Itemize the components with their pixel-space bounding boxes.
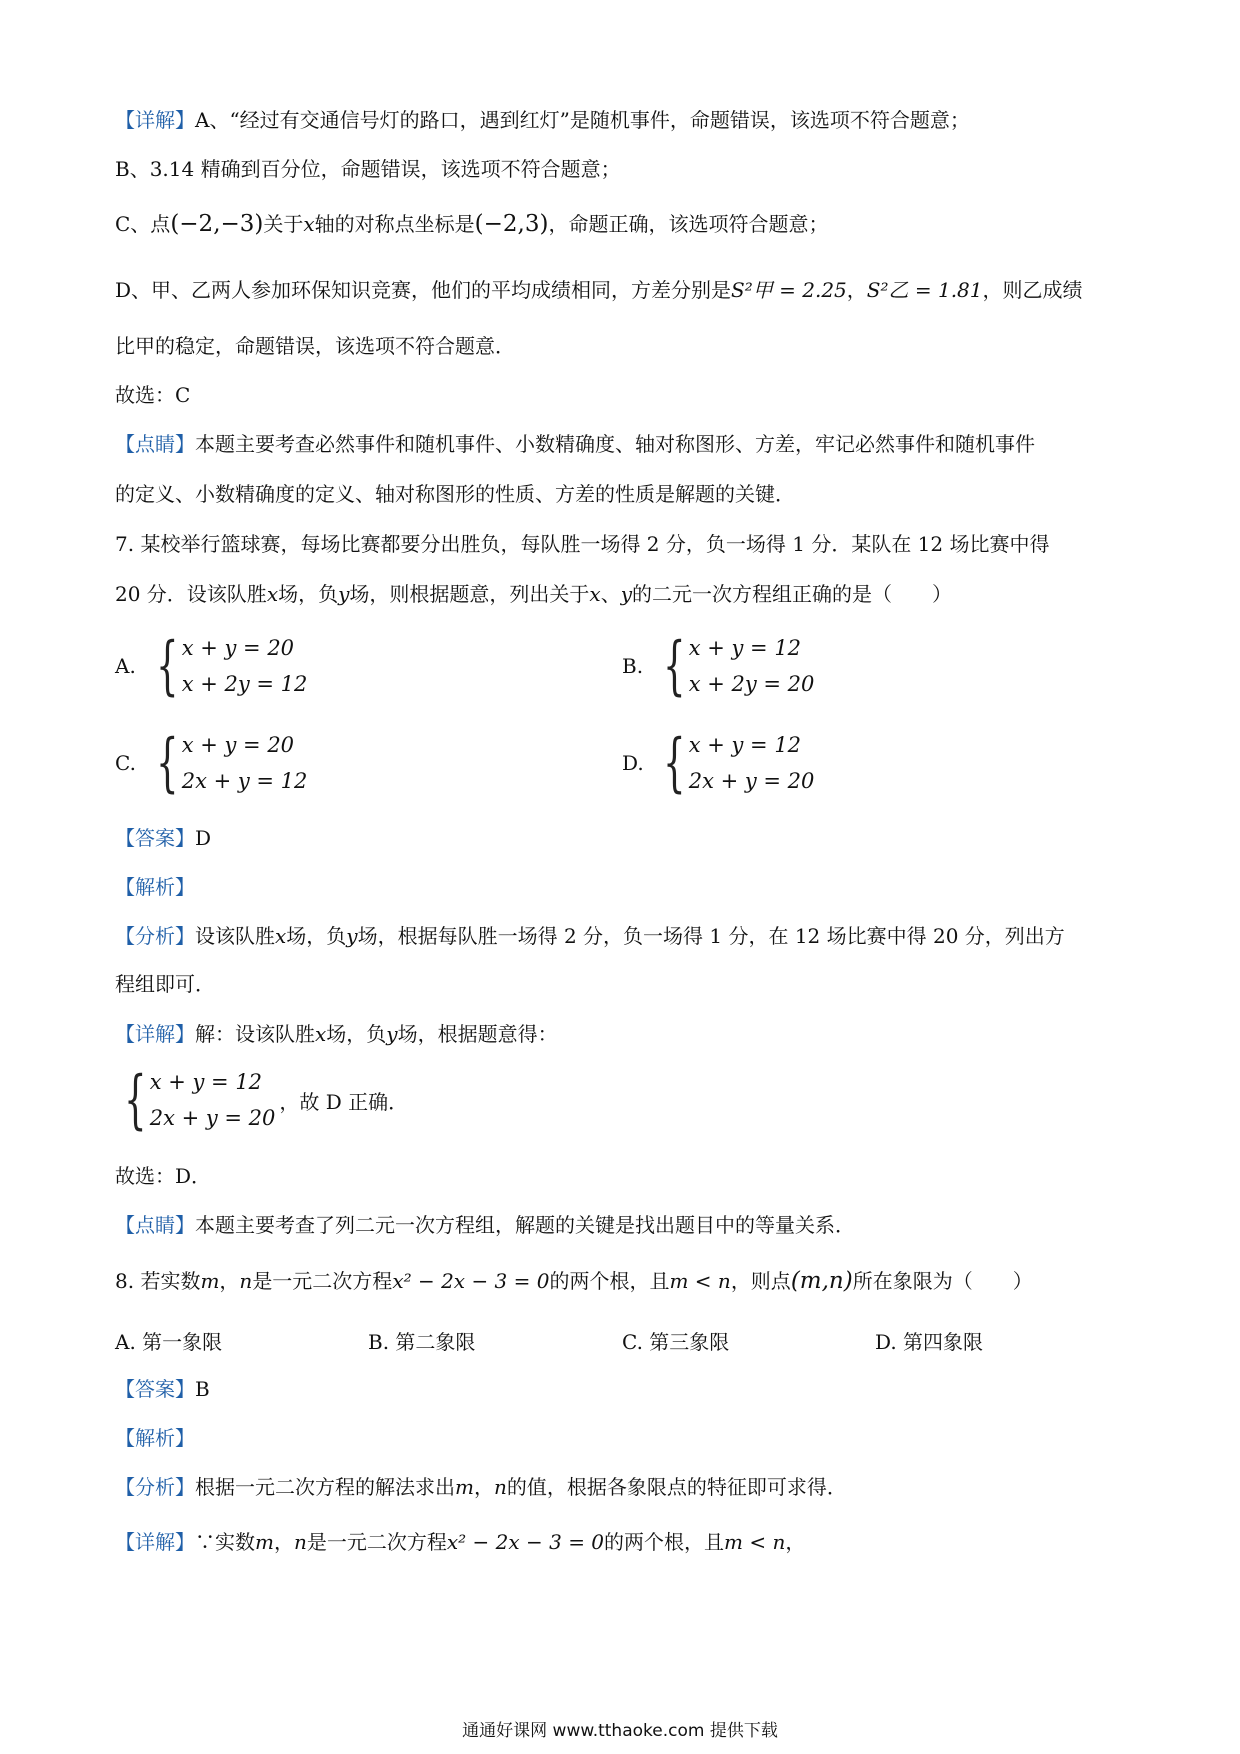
q6-detail-d: D、甲、乙两人参加环保知识竞赛，他们的平均成绩相同，方差分别是S²甲 = 2.25，S²乙 = 1.81，则乙成绩: [115, 278, 1083, 302]
q7-fenxi: 【分析】设该队胜x场，负y场，根据每队胜一场得 2 分，负一场得 1 分，在 12 场比赛中得 20 分，列出方: [115, 924, 1065, 948]
variance-jia: S²甲 = 2.25: [731, 278, 847, 302]
q7-stem-line1: 7. 某校举行篮球赛，每场比赛都要分出胜负，每队胜一场得 2 分，负一场得 1 分．某队在 12 场比赛中得: [115, 532, 1050, 556]
q7-detail: 【详解】解：设该队胜x场，负y场，根据题意得：: [115, 1022, 558, 1046]
q7-solution-system: { x + y = 12 2x + y = 20 ，故 D 正确．: [124, 1063, 409, 1137]
q7-comment: 【点睛】本题主要考查了列二元一次方程组，解题的关键是找出题目中的等量关系．: [115, 1213, 855, 1237]
q8-option-a: A. 第一象限: [115, 1330, 223, 1354]
q8-stem: 8. 若实数m，n是一元二次方程x² − 2x − 3 = 0的两个根，且m < n，则点(m,n)所在象限为（ ）: [115, 1268, 1033, 1294]
q6-detail-c: C、点(−2,−3)关于x轴的对称点坐标是(−2,3)，命题正确，该选项符合题意；: [115, 211, 829, 237]
q8-fenxi: 【分析】根据一元二次方程的解法求出m，n的值，根据各象限点的特征即可求得．: [115, 1475, 847, 1499]
q8-option-c: C. 第三象限: [622, 1330, 730, 1354]
q6-detail-b: B、3.14 精确到百分位，命题错误，该选项不符合题意；: [115, 157, 621, 181]
q7-option-c: C. { x + y = 20 2x + y = 12: [115, 726, 308, 800]
footer-watermark: 通通好课网 www.tthaoke.com 提供下载: [462, 1721, 778, 1741]
q6-comment: 【点睛】本题主要考查必然事件和随机事件、小数精确度、轴对称图形、方差，牢记必然事件和随机事件: [115, 432, 1035, 456]
q7-answer: 【答案】D: [115, 826, 212, 850]
q6-detail-d-line2: 比甲的稳定，命题错误，该选项不符合题意．: [115, 334, 515, 358]
q6-detail-a: 【详解】A、“经过有交通信号灯的路口，遇到红灯”是随机事件，命题错误，该选项不符合题意；: [115, 108, 970, 132]
detail-tag: 【详解】: [115, 108, 195, 132]
q8-analysis-tag: 【解析】: [115, 1426, 195, 1450]
q7-choice: 故选：D．: [115, 1164, 212, 1188]
q7-option-d: D. { x + y = 12 2x + y = 20: [622, 726, 815, 800]
q7-fenxi-line2: 程组即可．: [115, 972, 215, 996]
q7-analysis-tag: 【解析】: [115, 875, 195, 899]
q6-comment-line2: 的定义、小数精确度的定义、轴对称图形的性质、方差的性质是解题的关键．: [115, 482, 795, 506]
q7-stem-line2: 20 分．设该队胜x场，负y场，则根据题意，列出关于x、y的二元一次方程组正确的是（ ）: [115, 582, 952, 606]
q6-choice: 故选：C: [115, 383, 191, 407]
q7-option-a: A. { x + y = 20 x + 2y = 12: [115, 629, 308, 703]
q8-answer: 【答案】B: [115, 1377, 210, 1401]
variance-yi: S²乙 = 1.81: [866, 278, 983, 302]
q8-detail: 【详解】∵实数m，n是一元二次方程x² − 2x − 3 = 0的两个根，且m < n，: [115, 1530, 806, 1554]
q7-option-b: B. { x + y = 12 x + 2y = 20: [622, 629, 815, 703]
q8-option-b: B. 第二象限: [368, 1330, 476, 1354]
q8-option-d: D. 第四象限: [875, 1330, 984, 1354]
